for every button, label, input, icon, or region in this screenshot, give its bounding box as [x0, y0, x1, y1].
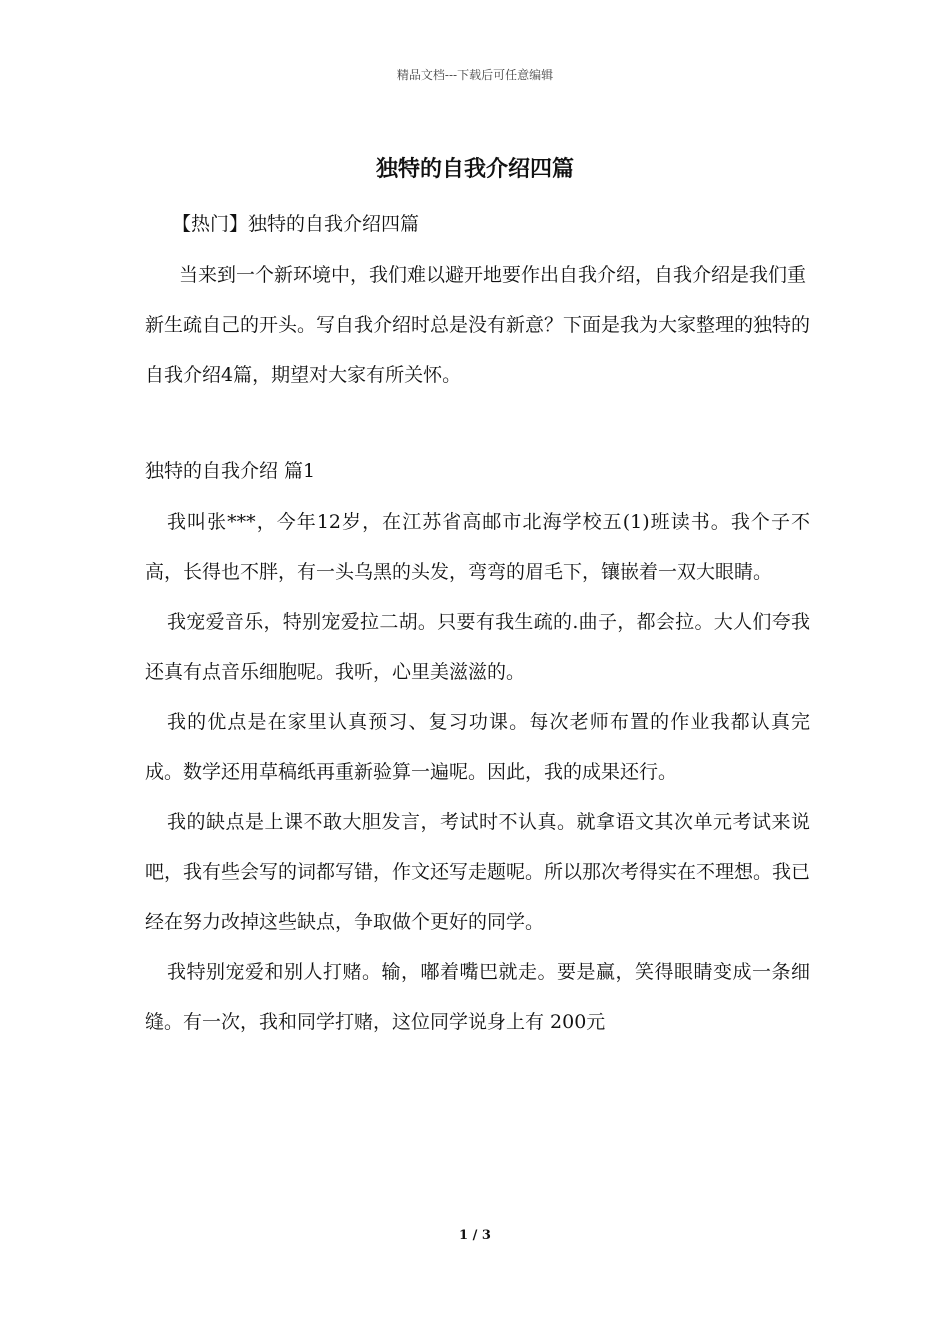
- header-note: 精品文档---下载后可任意编辑: [396, 68, 554, 82]
- paragraph-4: 我的缺点是上课不敢大胆发言，考试时不认真。就拿语文其次单元考试来说吧，我有些会写的词都写错，作文还写走题呢。所以那次考得实在不理想。我已经在努力改掉这些缺点，争取做个更好的同学。: [145, 811, 811, 933]
- paragraph-3: 我的优点是在家里认真预习、复习功课。每次老师布置的作业我都认真完成。数学还用草稿纸再重新验算一遍呢。因此，我的成果还行。: [145, 711, 810, 783]
- paragraph-5: 我特别宠爱和别人打赌。输，嘟着嘴巴就走。要是赢，笑得眼睛变成一条细缝。有一次，我和同学打赌，这位同学说身上有 200元: [145, 961, 810, 1033]
- section-heading: 独特的自我介绍 篇1: [145, 460, 316, 482]
- document-title: 独特的自我介绍四篇: [375, 156, 574, 182]
- intro-paragraph: 当来到一个新环境中，我们难以避开地要作出自我介绍，自我介绍是我们重新生疏自己的开头。写自我介绍时总是没有新意？下面是我为大家整理的独特的自我介绍4篇，期望对大家有所关怀。: [145, 264, 811, 386]
- content-block: [145, 497, 810, 1047]
- paragraph-2: 我宠爱音乐，特别宠爱拉二胡。只要有我生疏的.曲子，都会拉。大人们夸我还真有点音乐细胞呢。我听，心里美滋滋的。: [145, 611, 810, 683]
- page-number: 1 / 3: [459, 1228, 491, 1243]
- paragraph-1: 我叫张***，今年12岁，在江苏省高邮市北海学校五(1)班读书。我个子不高，长得也不胖，有一头乌黑的头发，弯弯的眉毛下，镶嵌着一双大眼睛。: [145, 511, 810, 583]
- intro-block: [145, 250, 810, 400]
- document-subtitle: 【热门】独特的自我介绍四篇: [172, 213, 420, 235]
